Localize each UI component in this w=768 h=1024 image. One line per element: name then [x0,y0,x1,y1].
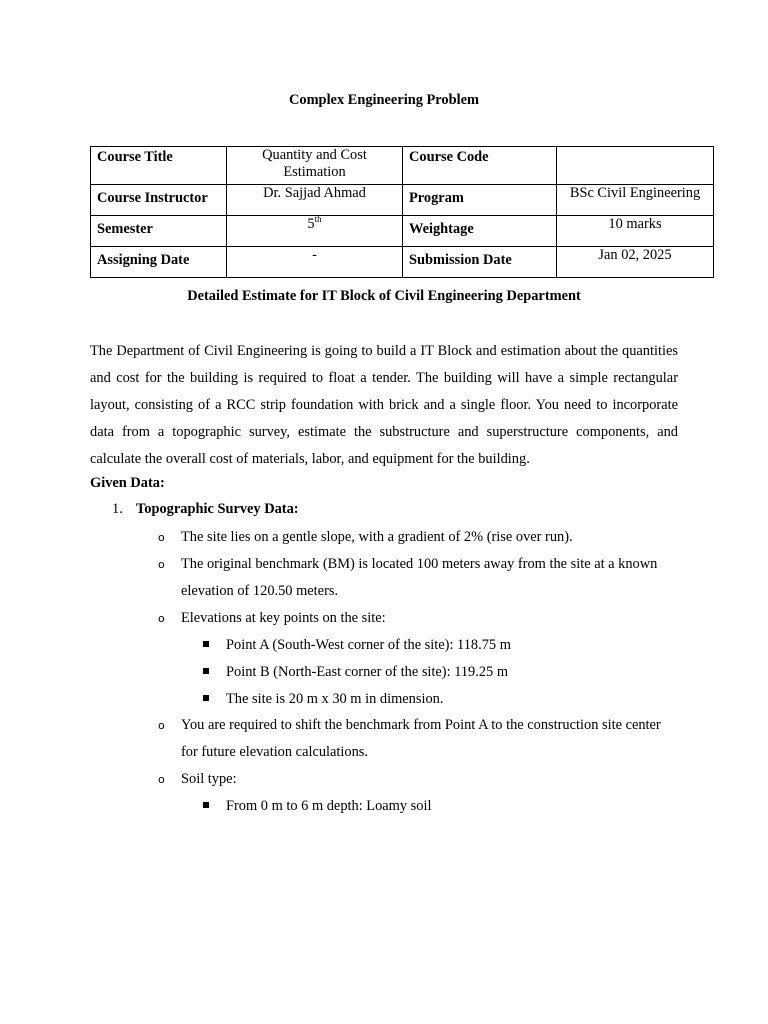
semester-value [227,216,403,247]
instructor-value: Dr. Sajjad Ahmad [227,185,403,216]
course-title-value: Quantity and Cost Estimation [227,147,403,185]
square-bullet-icon [203,668,209,674]
weightage-label: Weightage [403,216,557,247]
table-row [91,147,714,185]
course-code-value [557,147,714,185]
list-item: The site lies on a gentle slope, with a gradient of 2% (rise over run). [181,529,573,545]
document-title: Complex Engineering Problem [288,92,479,108]
square-bullet-icon [203,641,209,647]
assigning-date-label: Assigning Date [91,247,227,278]
circle-bullet-icon: o [158,531,165,544]
list-item: You are required to shift the benchmark from Point A to the construction site center for future elevation calculations. [181,717,661,760]
submission-date-value: Jan 02, 2025 [557,247,714,278]
submission-date-label: Submission Date [403,247,557,278]
square-bullet-icon [203,695,209,701]
circle-bullet-icon: o [158,773,165,786]
list-item: Elevations at key points on the site: [181,610,386,626]
course-info-table [90,146,714,278]
list-item: The original benchmark (BM) is located 100 meters away from the site at a known elevation of 120.50 meters. [181,556,658,599]
semester-number: 5 [307,216,315,232]
section-number: 1. [112,501,123,517]
table-row [91,216,714,247]
program-value: BSc Civil Engineering [557,185,714,216]
section-subtitle: Detailed Estimate for IT Block of Civil Engineering Department [187,288,581,304]
course-title-label: Course Title [91,147,227,185]
circle-bullet-icon: o [158,612,165,625]
list-subitem: Point B (North-East corner of the site): 119.25 m [226,664,509,680]
table-row [91,247,714,278]
circle-bullet-icon: o [158,558,165,571]
assigning-date-value: - [227,247,403,278]
list-subitem: From 0 m to 6 m depth: Loamy soil [226,798,432,814]
course-code-label: Course Code [403,147,557,185]
intro-paragraph: The Department of Civil Engineering is going to build a IT Block and estimation about the quantities and cost for the building is required to float a tender. The building will have a simple rectangular layout, consisting of a RCC strip foundation with brick and a single floor. You need to incorporate data from a topographic survey, estimate the substructure and superstructure components, and calculate the overall cost of materials, labor, and equipment for the building. [90,343,678,467]
list-item: Soil type: [181,771,237,787]
list-subitem: The site is 20 m x 30 m in dimension. [226,691,444,707]
circle-bullet-icon: o [158,719,165,732]
given-data-heading: Given Data: [90,475,165,491]
semester-label: Semester [91,216,227,247]
table-row [91,185,714,216]
weightage-value: 10 marks [557,216,714,247]
list-subitem: Point A (South-West corner of the site): 118.75 m [226,637,511,653]
square-bullet-icon [203,802,209,808]
instructor-label: Course Instructor [91,185,227,216]
semester-suffix: th [314,214,322,225]
section-title: Topographic Survey Data: [136,501,299,517]
program-label: Program [403,185,557,216]
